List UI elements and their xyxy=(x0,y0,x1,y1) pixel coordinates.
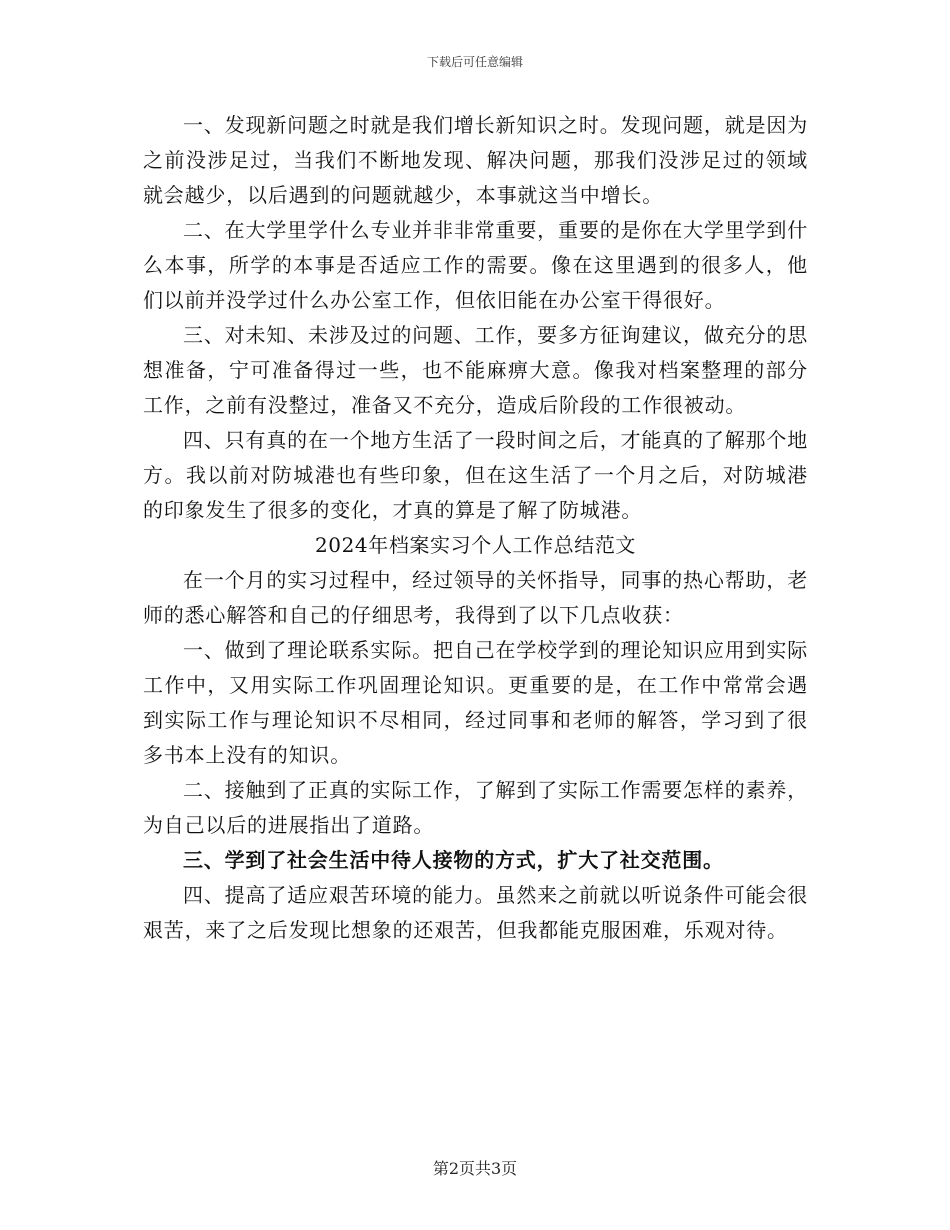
bold-paragraph: 三、学到了社会生活中待人接物的方式，扩大了社交范围。 xyxy=(183,848,724,872)
paragraph-1: 一、发现新问题之时就是我们增长新知识之时。发现问题，就是因为之前没涉足过，当我们不断地发现、解决问题，那我们没涉足过的领域就会越少，以后遇到的问题就越少，本事就这当中增长。 xyxy=(143,113,808,207)
paragraph-2: 二、在大学里学什么专业并非非常重要，重要的是你在大学里学到什么本事，所学的本事是否适应工作的需要。像在这里遇到的很多人，他们以前并没学过什么办公室工作，但依旧能在办公室干得很好。 xyxy=(143,218,808,312)
section-title: 2024年档案实习个人工作总结范文 xyxy=(314,533,637,557)
paragraph-5: 在一个月的实习过程中，经过领导的关怀指导，同事的热心帮助，老师的悉心解答和自己的仔细思考，我得到了以下几点收获： xyxy=(143,568,808,627)
paragraph-8: 四、提高了适应艰苦环境的能力。虽然来之前就以听说条件可能会很艰苦，来了之后发现比想象的还艰苦，但我都能克服困难，乐观对待。 xyxy=(143,883,808,942)
paragraph-4: 四、只有真的在一个地方生活了一段时间之后，才能真的了解那个地方。我以前对防城港也有些印象，但在这生活了一个月之后，对防城港的印象发生了很多的变化，才真的算是了解了防城港。 xyxy=(143,428,808,522)
paragraph-3: 三、对未知、未涉及过的问题、工作，要多方征询建议，做充分的思想准备，宁可准备得过一些，也不能麻痹大意。像我对档案整理的部分工作，之前有没整过，准备又不充分，造成后阶段的工作很被动。 xyxy=(143,323,808,417)
paragraph-6: 一、做到了理论联系实际。把自己在学校学到的理论知识应用到实际工作中，又用实际工作巩固理论知识。更重要的是，在工作中常常会遇到实际工作与理论知识不尽相同，经过同事和老师的解答，学习到了很多书本上没有的知识。 xyxy=(143,638,808,767)
document-body xyxy=(143,108,808,948)
paragraph-7: 二、接触到了正真的实际工作，了解到了实际工作需要怎样的素养，为自己以后的进展指出了道路。 xyxy=(143,778,808,837)
page-number-footer: 第2页共3页 xyxy=(432,1159,518,1178)
page-header-note: 下载后可任意编辑 xyxy=(426,55,523,69)
